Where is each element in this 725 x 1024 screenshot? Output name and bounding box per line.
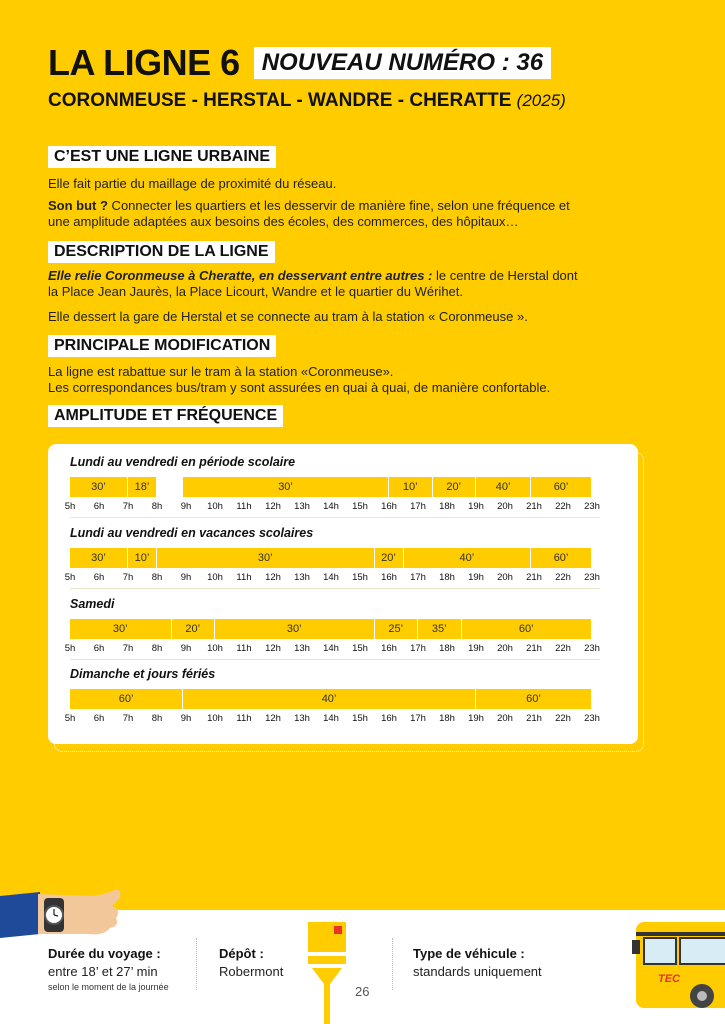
hour-tick-label: 20h — [497, 501, 513, 512]
frequency-segment: 40’ — [404, 548, 531, 568]
hour-axis — [64, 499, 600, 513]
frequency-segment: 10’ — [128, 548, 156, 568]
hour-tick-label: 19h — [468, 501, 484, 512]
frequency-segment: 20’ — [375, 548, 403, 568]
hour-tick-label: 16h — [381, 713, 397, 724]
hour-tick-label: 21h — [526, 501, 542, 512]
hour-tick-label: 20h — [497, 643, 513, 654]
heading-description: DESCRIPTION DE LA LIGNE — [48, 241, 275, 263]
hour-tick-label: 13h — [294, 713, 310, 724]
hour-tick-label: 18h — [439, 713, 455, 724]
hour-tick-label: 9h — [180, 501, 192, 512]
duration-note: selon le moment de la journée — [48, 982, 169, 992]
schedule-separator — [70, 517, 600, 518]
frequency-segment: 40’ — [183, 689, 475, 709]
hour-tick-label: 18h — [439, 643, 455, 654]
bus-stop-sign-icon — [306, 920, 348, 1024]
frequency-segment: 10’ — [389, 477, 432, 497]
hour-tick-label: 19h — [468, 643, 484, 654]
schedule-separator — [70, 659, 600, 660]
frequency-segment: 30’ — [70, 548, 127, 568]
description-paragraph-1 — [48, 268, 588, 300]
schedule-block — [64, 667, 600, 725]
footer-divider-1 — [196, 938, 197, 990]
hour-tick-label: 15h — [352, 501, 368, 512]
bus-logo: TEC — [658, 973, 680, 985]
frequency-bar — [70, 477, 600, 497]
duration-value: entre 18’ et 27’ min — [48, 964, 158, 979]
hour-tick-label: 12h — [265, 501, 281, 512]
frequency-segment: 30’ — [183, 477, 388, 497]
page-number: 26 — [355, 984, 370, 999]
hour-tick-label: 17h — [410, 572, 426, 583]
frequency-bar — [70, 689, 600, 709]
frequency-bar — [70, 619, 600, 639]
frequency-segment: 40’ — [476, 477, 530, 497]
frequency-bar — [70, 548, 600, 568]
urban-paragraph-1: Elle fait partie du maillage de proximité du réseau. — [48, 176, 337, 191]
frequency-segment: 60’ — [70, 689, 182, 709]
frequency-segment: 60’ — [476, 689, 591, 709]
schedule-title: Lundi au vendredi en période scolaire — [70, 455, 296, 469]
hour-tick-label: 17h — [410, 643, 426, 654]
hour-tick-label: 5h — [64, 572, 76, 583]
frequency-segment: 35’ — [418, 619, 461, 639]
hour-tick-label: 20h — [497, 713, 513, 724]
schedule-block — [64, 597, 600, 655]
hour-tick-label: 15h — [352, 643, 368, 654]
frequency-segment: 30’ — [70, 619, 171, 639]
modification-paragraph-2: Les correspondances bus/tram y sont assurées en quai à quai, de manière confortable. — [48, 380, 551, 395]
frequency-segment: 25’ — [375, 619, 418, 639]
hour-tick-label: 9h — [180, 713, 192, 724]
hour-tick-label: 8h — [151, 713, 163, 724]
frequency-segment: 30’ — [215, 619, 374, 639]
hour-tick-label: 6h — [93, 501, 105, 512]
hour-axis — [64, 641, 600, 655]
title-row — [48, 42, 551, 84]
hour-tick-label: 22h — [555, 713, 571, 724]
hour-tick-label: 9h — [180, 572, 192, 583]
hour-tick-label: 8h — [151, 501, 163, 512]
urban-goal-label: Son but ? — [48, 198, 108, 213]
urban-goal-text: Connecter les quartiers et les desservir de manière fine, selon une fréquence et une amplitude adaptées aux besoins des écoles, des commerces, des hôpitaux… — [48, 198, 570, 229]
hour-tick-label: 14h — [323, 643, 339, 654]
heading-urban-line: C’EST UNE LIGNE URBAINE — [48, 146, 276, 168]
hour-tick-label: 11h — [236, 572, 252, 583]
hour-tick-label: 9h — [180, 643, 192, 654]
hour-tick-label: 13h — [294, 572, 310, 583]
hour-tick-label: 5h — [64, 501, 76, 512]
route-name: CORONMEUSE - HERSTAL - WANDRE - CHERATTE — [48, 90, 512, 111]
hour-tick-label: 10h — [207, 713, 223, 724]
hour-tick-label: 12h — [265, 713, 281, 724]
hour-tick-label: 23h — [584, 572, 600, 583]
hour-tick-label: 11h — [236, 643, 252, 654]
hour-tick-label: 14h — [323, 572, 339, 583]
depot-value: Robermont — [219, 964, 284, 979]
hour-tick-label: 23h — [584, 713, 600, 724]
frequency-segment: 30’ — [70, 477, 127, 497]
heading-amplitude: AMPLITUDE ET FRÉQUENCE — [48, 405, 283, 427]
hour-axis — [64, 711, 600, 725]
depot-label: Dépôt : — [219, 946, 264, 961]
hour-tick-label: 13h — [294, 501, 310, 512]
route-year: (2025) — [516, 91, 566, 110]
hour-tick-label: 23h — [584, 643, 600, 654]
hour-tick-label: 6h — [93, 643, 105, 654]
hour-tick-label: 16h — [381, 643, 397, 654]
hour-tick-label: 20h — [497, 572, 513, 583]
schedule-block — [64, 455, 600, 513]
schedule-separator — [70, 588, 600, 589]
hour-tick-label: 12h — [265, 572, 281, 583]
hour-tick-label: 22h — [555, 501, 571, 512]
route-subtitle — [48, 90, 566, 112]
frequency-segment: 18’ — [128, 477, 156, 497]
description-text: le centre de Herstal dont la Place Jean Jaurès, la Place Licourt, Wandre et le quartier du Wérihet. — [48, 268, 578, 299]
hour-tick-label: 7h — [122, 572, 134, 583]
page-title: LA LIGNE 6 — [48, 42, 240, 83]
hour-tick-label: 21h — [526, 643, 542, 654]
hour-tick-label: 5h — [64, 713, 76, 724]
hour-tick-label: 7h — [122, 501, 134, 512]
hour-tick-label: 11h — [236, 713, 252, 724]
hour-tick-label: 12h — [265, 643, 281, 654]
schedule-title: Lundi au vendredi en vacances scolaires — [70, 526, 314, 540]
hour-tick-label: 8h — [151, 572, 163, 583]
vehicle-label: Type de véhicule : — [413, 946, 525, 961]
hour-tick-label: 14h — [323, 501, 339, 512]
hour-tick-label: 18h — [439, 501, 455, 512]
hour-tick-label: 7h — [122, 713, 134, 724]
hour-tick-label: 6h — [93, 713, 105, 724]
hour-tick-label: 5h — [64, 643, 76, 654]
hour-tick-label: 7h — [122, 643, 134, 654]
hour-tick-label: 21h — [526, 713, 542, 724]
hour-tick-label: 21h — [526, 572, 542, 583]
vehicle-value: standards uniquement — [413, 964, 542, 979]
modification-paragraph-1: La ligne est rabattue sur le tram à la station «Coronmeuse». — [48, 364, 394, 379]
hour-tick-label: 17h — [410, 501, 426, 512]
hour-tick-label: 22h — [555, 643, 571, 654]
duration-label: Durée du voyage : — [48, 946, 161, 961]
hour-tick-label: 6h — [93, 572, 105, 583]
heading-modification: PRINCIPALE MODIFICATION — [48, 335, 276, 357]
hour-tick-label: 23h — [584, 501, 600, 512]
hour-tick-label: 19h — [468, 572, 484, 583]
hour-tick-label: 15h — [352, 572, 368, 583]
description-lead: Elle relie Coronmeuse à Cheratte, en desservant entre autres : — [48, 268, 433, 283]
hour-tick-label: 8h — [151, 643, 163, 654]
frequency-segment: 60’ — [462, 619, 592, 639]
watch-hand-icon — [0, 884, 130, 944]
urban-paragraph-2 — [48, 198, 588, 230]
frequency-segment: 20’ — [172, 619, 215, 639]
hour-tick-label: 10h — [207, 501, 223, 512]
hour-tick-label: 16h — [381, 501, 397, 512]
footer-divider-2 — [392, 938, 393, 990]
hour-tick-label: 13h — [294, 643, 310, 654]
hour-tick-label: 14h — [323, 713, 339, 724]
hour-tick-label: 15h — [352, 713, 368, 724]
hour-tick-label: 10h — [207, 572, 223, 583]
hour-tick-label: 11h — [236, 501, 252, 512]
hour-tick-label: 19h — [468, 713, 484, 724]
hour-tick-label: 17h — [410, 713, 426, 724]
frequency-segment: 60’ — [531, 477, 591, 497]
frequency-segment: 20’ — [433, 477, 476, 497]
description-paragraph-2: Elle dessert la gare de Herstal et se connecte au tram à la station « Coronmeuse ». — [48, 309, 528, 324]
new-number-badge: NOUVEAU NUMÉRO : 36 — [254, 47, 551, 79]
bus-icon — [632, 918, 725, 1014]
schedule-title: Dimanche et jours fériés — [70, 667, 216, 681]
hour-axis — [64, 570, 600, 584]
hour-tick-label: 18h — [439, 572, 455, 583]
frequency-segment: 60’ — [531, 548, 591, 568]
hour-tick-label: 16h — [381, 572, 397, 583]
hour-tick-label: 22h — [555, 572, 571, 583]
schedule-block — [64, 526, 600, 584]
hour-tick-label: 10h — [207, 643, 223, 654]
frequency-segment: 30’ — [157, 548, 374, 568]
schedule-title: Samedi — [70, 597, 115, 611]
